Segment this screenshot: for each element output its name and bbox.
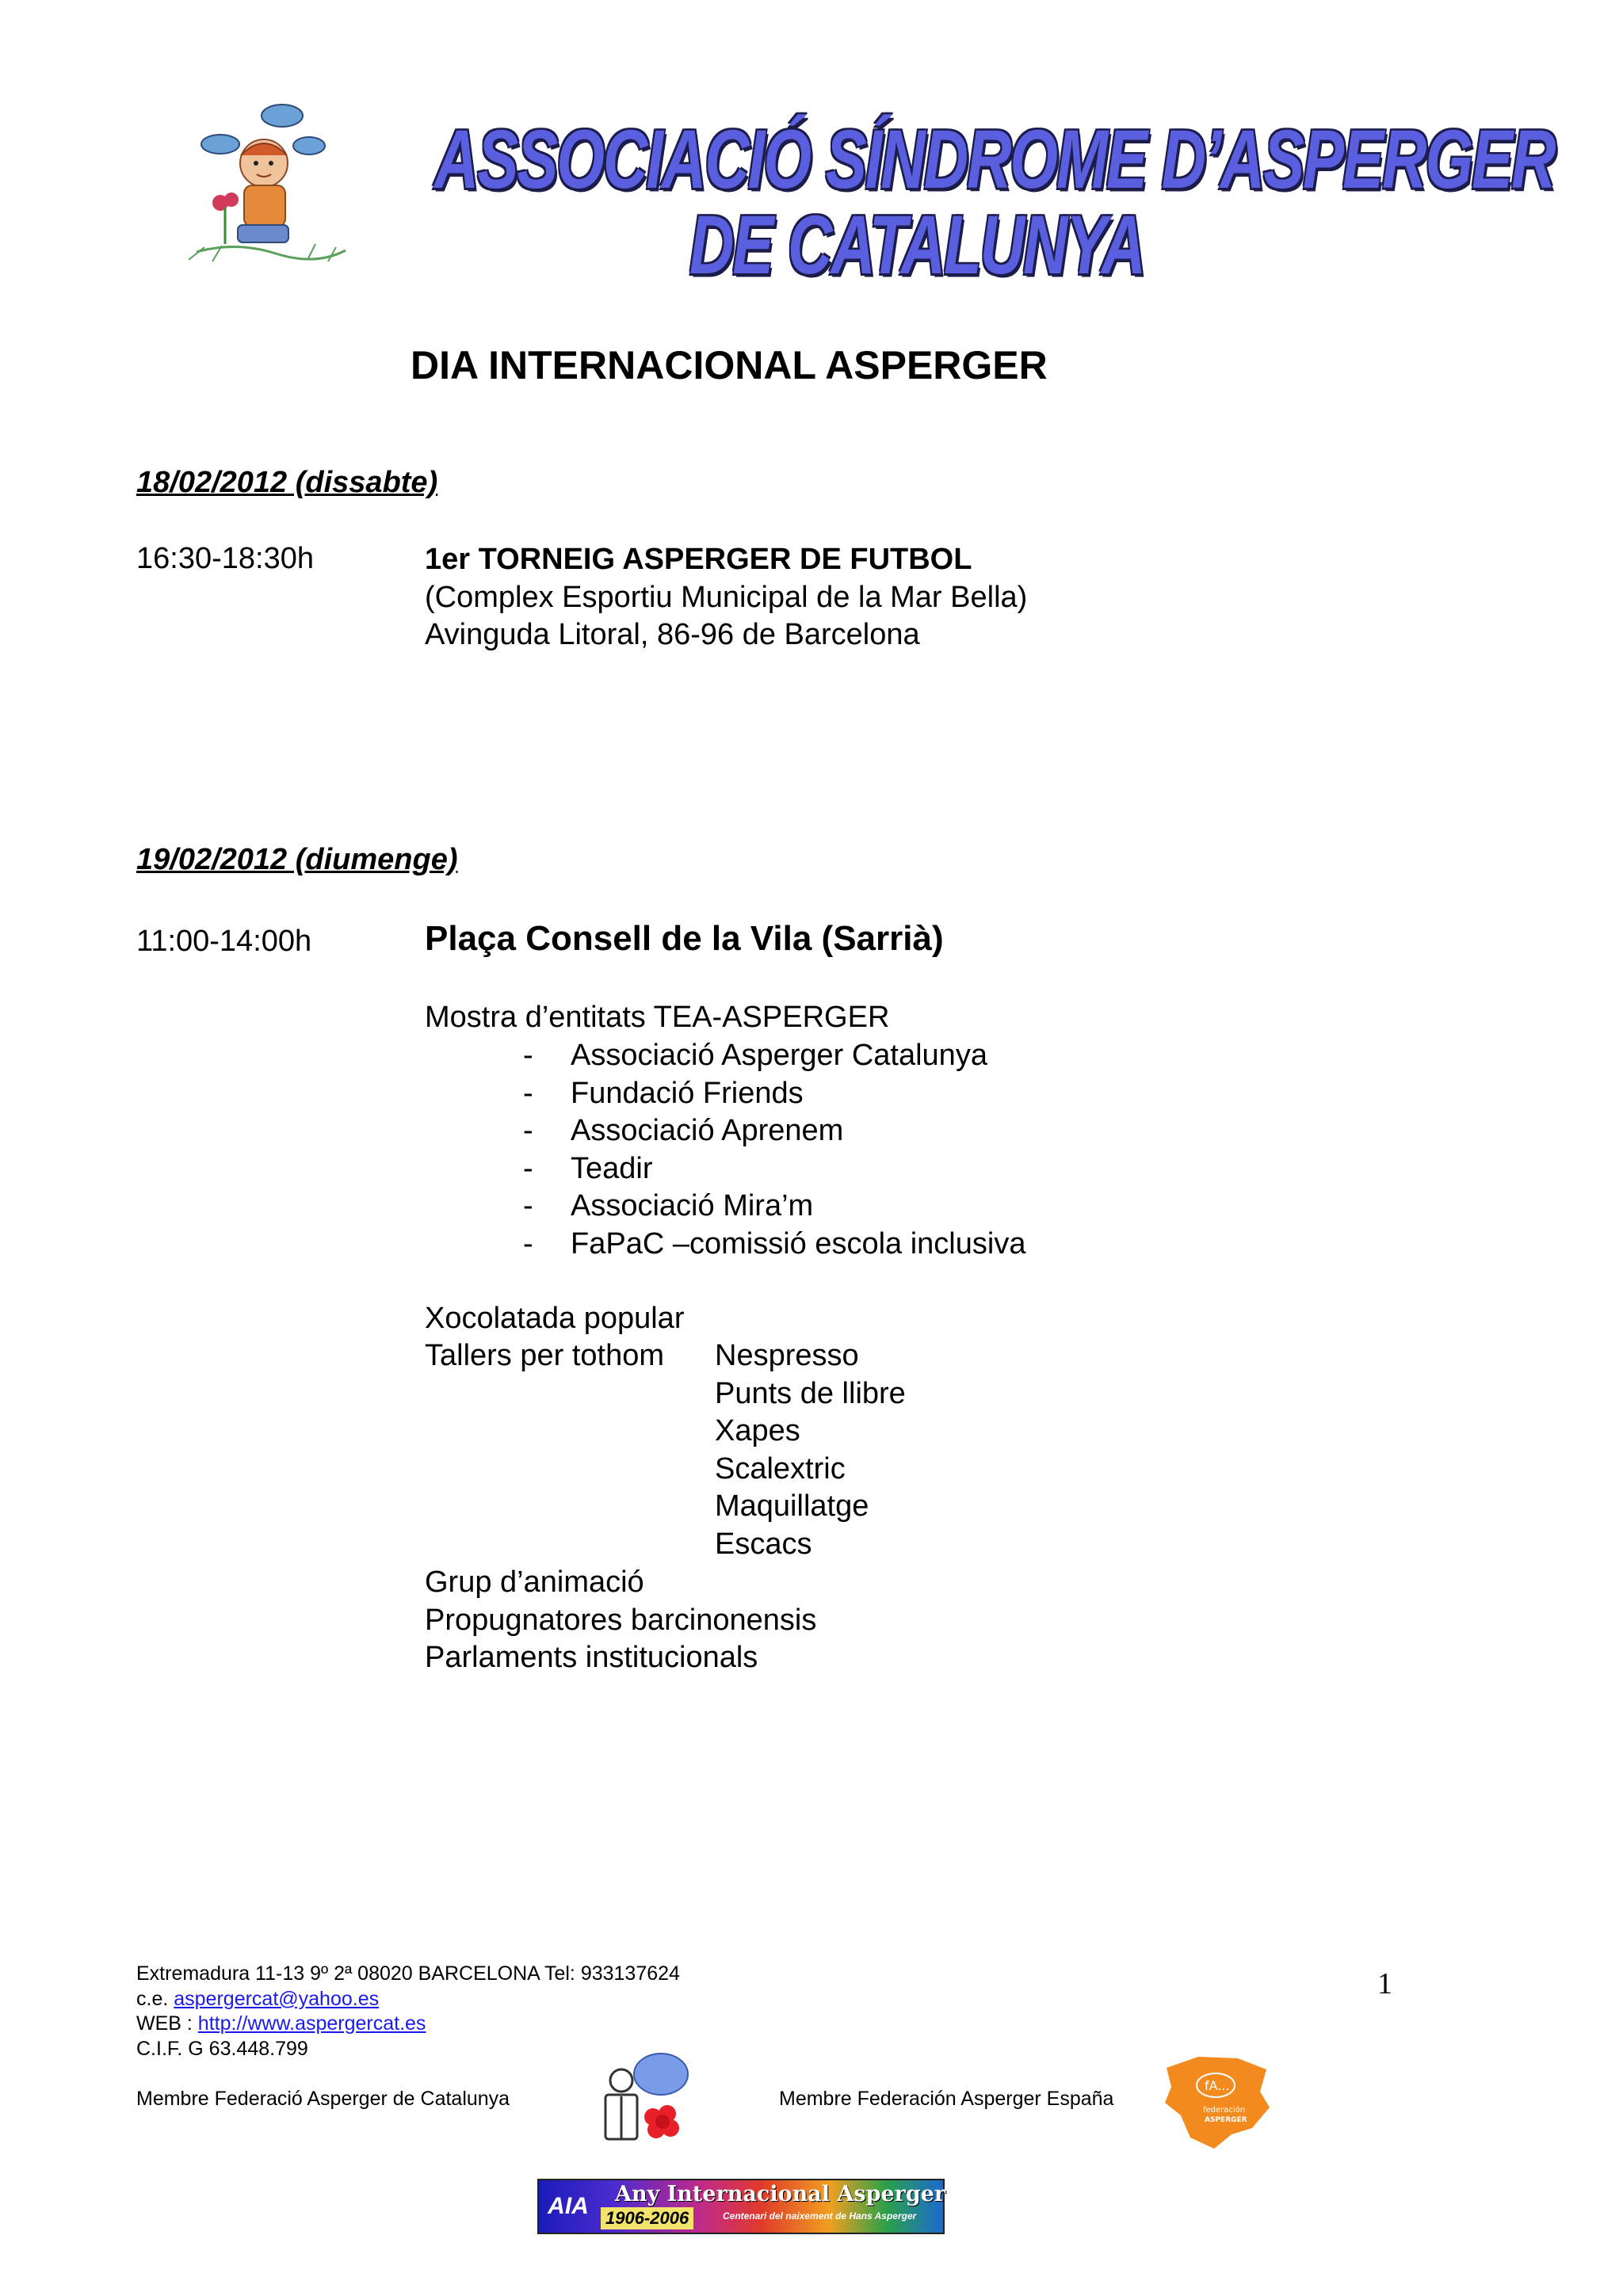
list-item: Grup d’animació — [425, 1566, 644, 1599]
aia-years: 1906-2006 — [601, 2207, 693, 2229]
xocolatada: Xocolatada popular — [425, 1302, 685, 1335]
list-item: Nespresso — [715, 1339, 859, 1372]
list-item-text: Associació Mira’m — [571, 1189, 814, 1222]
extra-activities — [425, 1564, 816, 1677]
day1-venue: (Complex Esportiu Municipal de la Mar Bella) — [425, 580, 1028, 614]
list-item-text: Fundació Friends — [571, 1076, 804, 1110]
day1-date-heading: 18/02/2012 (dissabte) — [136, 466, 438, 499]
email-label: c.e. — [136, 1987, 174, 2010]
list-item — [523, 1112, 1025, 1150]
entities-list — [523, 1037, 1026, 1263]
aia-abbr: AIA — [548, 2193, 589, 2219]
footer-address: Extremadura 11-13 9º 2ª 08020 BARCELONA Tel: 933137624 — [136, 1962, 680, 1985]
list-item — [523, 1226, 1026, 1264]
list-item: Scalextric — [715, 1451, 846, 1486]
federacio-catalunya-logo — [599, 2047, 691, 2145]
member-espana: Membre Federación Asperger España — [779, 2088, 1114, 2110]
member-catalunya: Membre Federació Asperger de Catalunya — [136, 2088, 510, 2110]
fa-logo-sub: federación — [1203, 2106, 1246, 2115]
list-dash: - — [523, 1189, 533, 1222]
day2-date-heading: 19/02/2012 (diumenge) — [136, 843, 458, 876]
federacion-espana-logo — [1159, 2052, 1274, 2150]
day1-event-name: 1er TORNEIG ASPERGER DE FUTBOL — [425, 543, 972, 576]
list-dash: - — [523, 1076, 533, 1110]
list-item: Punts de llibre — [715, 1376, 906, 1410]
list-item — [523, 1037, 1025, 1075]
list-item-text: Associació Asperger Catalunya — [571, 1039, 987, 1072]
list-item: Escacs — [715, 1527, 812, 1561]
tallers-label: Tallers per tothom — [425, 1339, 665, 1372]
list-item: Parlaments institucionals — [425, 1641, 758, 1674]
mostra-heading: Mostra d’entitats TEA-ASPERGER — [425, 1001, 890, 1034]
list-item: Maquillatge — [715, 1489, 869, 1523]
fa-logo-text: fA... — [1205, 2078, 1230, 2093]
web-link[interactable]: http://www.aspergercat.es — [197, 2012, 426, 2035]
list-dash: - — [523, 1114, 533, 1147]
list-item-text: Associació Aprenem — [571, 1114, 844, 1147]
tallers-list — [715, 1337, 906, 1563]
list-item-text: FaPaC –comissió escola inclusiva — [571, 1226, 1026, 1261]
list-dash: - — [523, 1039, 533, 1072]
day1-address: Avinguda Litoral, 86-96 de Barcelona — [425, 618, 920, 651]
footer-cif: C.I.F. G 63.448.799 — [136, 2037, 308, 2060]
day1-time: 16:30-18:30h — [136, 542, 314, 575]
list-item: Xapes — [715, 1414, 800, 1447]
page-title: DIA INTERNACIONAL ASPERGER — [411, 343, 1048, 387]
page-number: 1 — [1377, 1967, 1392, 2000]
association-title-line-1: ASSOCIACIÓ SÍNDROME D’ASPERGER — [434, 112, 1555, 207]
aia-subtitle: Centenari del naixement de Hans Asperger — [723, 2210, 917, 2222]
web-label: WEB : — [136, 2012, 198, 2035]
day2-time: 11:00-14:00h — [136, 925, 312, 958]
day2-venue: Plaça Consell de la Vila (Sarrià) — [425, 919, 944, 958]
email-link[interactable]: aspergercat@yahoo.es — [174, 1987, 380, 2010]
list-item: Propugnatores barcinonensis — [425, 1603, 817, 1637]
footer-email-line — [136, 1987, 680, 2012]
list-item-text: Teadir — [571, 1151, 653, 1185]
list-item — [523, 1188, 1025, 1226]
list-dash: - — [523, 1226, 533, 1261]
list-item — [523, 1075, 1025, 1113]
list-dash: - — [523, 1151, 533, 1185]
fa-logo-sub2: ASPERGER — [1205, 2116, 1247, 2124]
aia-title: Any Internacional Asperger — [615, 2182, 946, 2206]
footer-web-line — [136, 2012, 680, 2037]
day1-event-block — [425, 541, 1027, 654]
kid-illustration-logo — [189, 101, 347, 268]
any-internacional-asperger-banner — [537, 2179, 945, 2234]
list-item — [523, 1150, 1025, 1188]
association-title-line-2: DE CATALUNYA — [689, 197, 1144, 292]
